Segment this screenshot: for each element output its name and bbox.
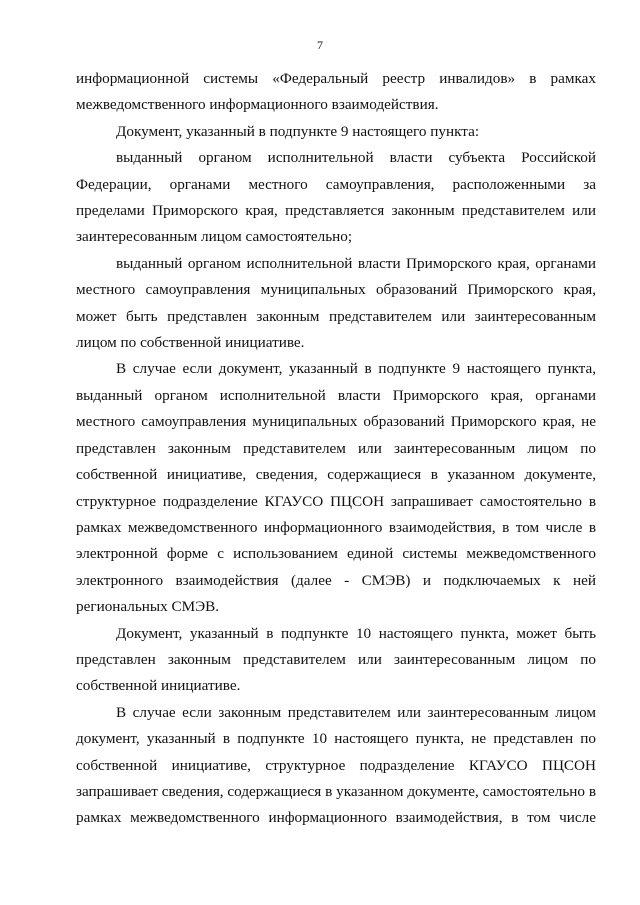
paragraph: В случае если документ, указанный в подпункте 9 настоящего пункта, выданный органом исполнительной власти Приморского края, органами местного самоуправления муниципальных образований Приморского края, не представлен законным представителем или заинтересованным лицом по собственной инициативе, сведения, содержащиеся в указанном документе, структурное подразделение КГАУСО ПЦСОН запрашивает самостоятельно в рамках межведомственного информационного взаимодействия, в том числе в электронной форме с использованием единой системы межведомственного электронного взаимодействия (далее - СМЭВ) и подключаемых к ней региональных СМЭВ.	[76, 360, 596, 616]
paragraph: выданный органом исполнительной власти субъекта Российской Федерации, органами местного самоуправления, расположенными за пределами Приморского края, представляется законным представителем или заинтересованным лицом самостоятельно;	[76, 149, 596, 246]
page-number: 7	[317, 38, 323, 52]
paragraph: выданный органом исполнительной власти Приморского края, органами местного самоуправления муниципальных образований Приморского края, может быть представлен законным представителем или заинтересованным лицом по собственной инициативе.	[76, 254, 596, 352]
paragraph: Документ, указанный в подпункте 10 настоящего пункта, может быть представлен законным представителем или заинтересованным лицом по собственной инициативе.	[76, 624, 596, 695]
document-body	[76, 66, 596, 832]
paragraph-truncated: В случае если законным представителем или заинтересованным лицом документ, указанный в подпункте 10 настоящего пункта, не представлен по собственной инициативе, структурное подразделение КГАУСО ПЦСОН запрашивает сведения, содержащиеся в указанном документе, самостоятельно в рамках межведомственного информационного взаимодействия, в том числе	[76, 703, 596, 827]
paragraph: Документ, указанный в подпункте 9 настоящего пункта:	[116, 122, 480, 140]
paragraph-continuation: информационной системы «Федеральный реестр инвалидов» в рамках межведомственного информационного взаимодействия.	[76, 70, 596, 114]
